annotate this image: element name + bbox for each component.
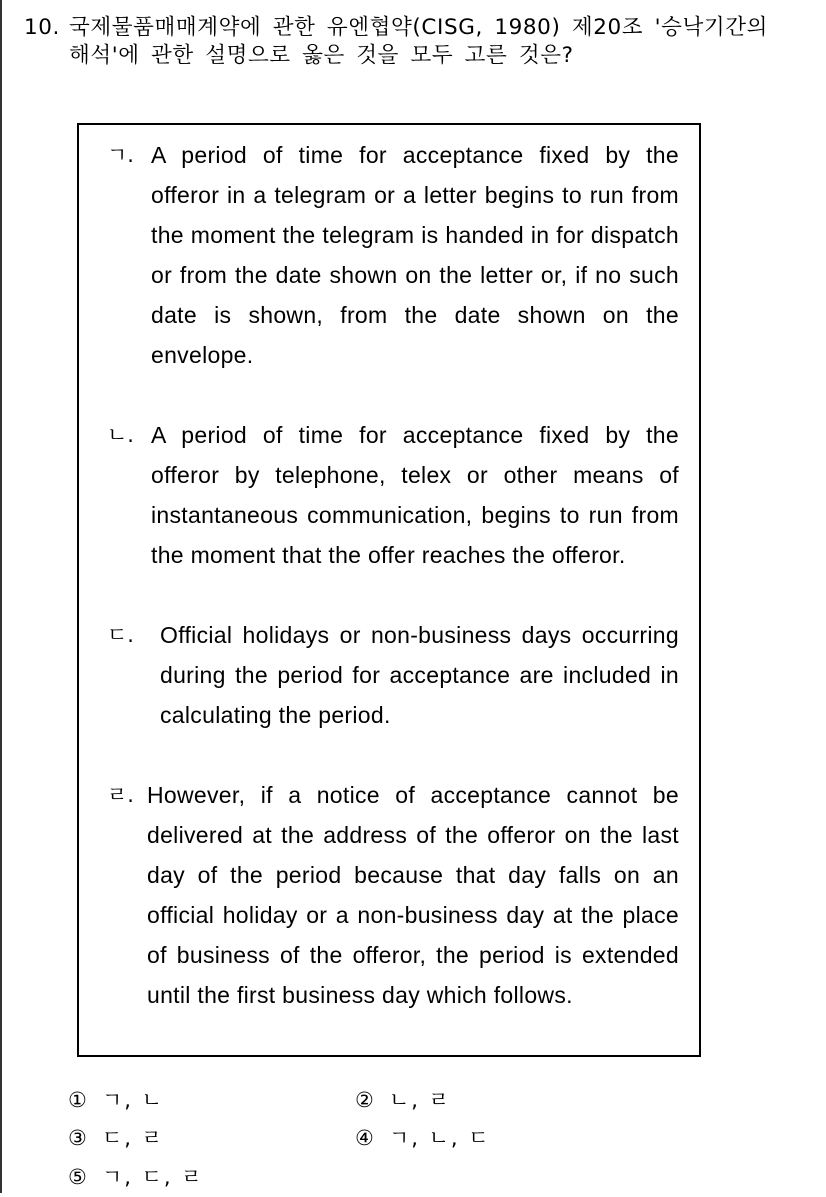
statement-text: However, if a notice of acceptance cannot be delivered at the address of the offeror on the last day of the period because that day falls on an official holiday or a non-business day at the place of business of the offeror, the period is extended until the first business day which follows. bbox=[147, 782, 679, 1008]
statement-text: A period of time for acceptance fixed by the offeror by telephone, telex or other means of instantaneous communication, begins to run from the moment that the offer reaches the offeror. bbox=[151, 422, 679, 568]
answer-choices bbox=[68, 1080, 768, 1190]
question-text: 국제물품매매계약에 관한 유엔협약(CISG, 1980) 제20조 '승낙기간의 해석'에 관한 설명으로 옳은 것을 모두 고른 것은? bbox=[69, 15, 768, 68]
choice-text: ㄷ, ㄹ bbox=[102, 1126, 164, 1150]
choice-number: ③ bbox=[68, 1126, 89, 1150]
page-left-border bbox=[0, 0, 2, 1193]
choice-number: ① bbox=[68, 1088, 89, 1112]
answer-choice-5[interactable] bbox=[68, 1157, 204, 1197]
choice-text: ㄴ, ㄹ bbox=[389, 1088, 451, 1112]
answer-choice-1[interactable] bbox=[68, 1080, 164, 1120]
statement-item bbox=[79, 615, 679, 735]
statement-marker: ㄷ. bbox=[107, 623, 134, 647]
statement-text: A period of time for acceptance fixed by the offeror in a telegram or a letter begins to run from the moment the telegram is handed in for dispatch or from the date shown on the letter or, if no such date is shown, from the date shown on the envelope. bbox=[151, 142, 679, 368]
statement-item bbox=[79, 415, 679, 575]
statements-box bbox=[77, 123, 701, 1057]
question-number: 10. bbox=[24, 15, 60, 40]
statement-marker: ㄱ. bbox=[107, 143, 134, 167]
choice-text: ㄱ, ㄷ, ㄹ bbox=[102, 1165, 204, 1189]
answer-choice-4[interactable] bbox=[355, 1118, 491, 1158]
choice-number: ② bbox=[355, 1088, 376, 1112]
choice-number: ④ bbox=[355, 1126, 376, 1150]
statement-marker: ㄴ. bbox=[107, 423, 134, 447]
statement-item bbox=[79, 775, 679, 1015]
statement-marker: ㄹ. bbox=[107, 783, 134, 807]
choice-text: ㄱ, ㄴ bbox=[102, 1088, 164, 1112]
statement-item bbox=[79, 135, 679, 375]
answer-choice-3[interactable] bbox=[68, 1118, 164, 1158]
choice-text: ㄱ, ㄴ, ㄷ bbox=[389, 1126, 491, 1150]
statement-text: Official holidays or non-business days occurring during the period for acceptance are included in calculating the period. bbox=[160, 622, 679, 728]
choice-number: ⑤ bbox=[68, 1165, 89, 1189]
answer-choice-2[interactable] bbox=[355, 1080, 451, 1120]
